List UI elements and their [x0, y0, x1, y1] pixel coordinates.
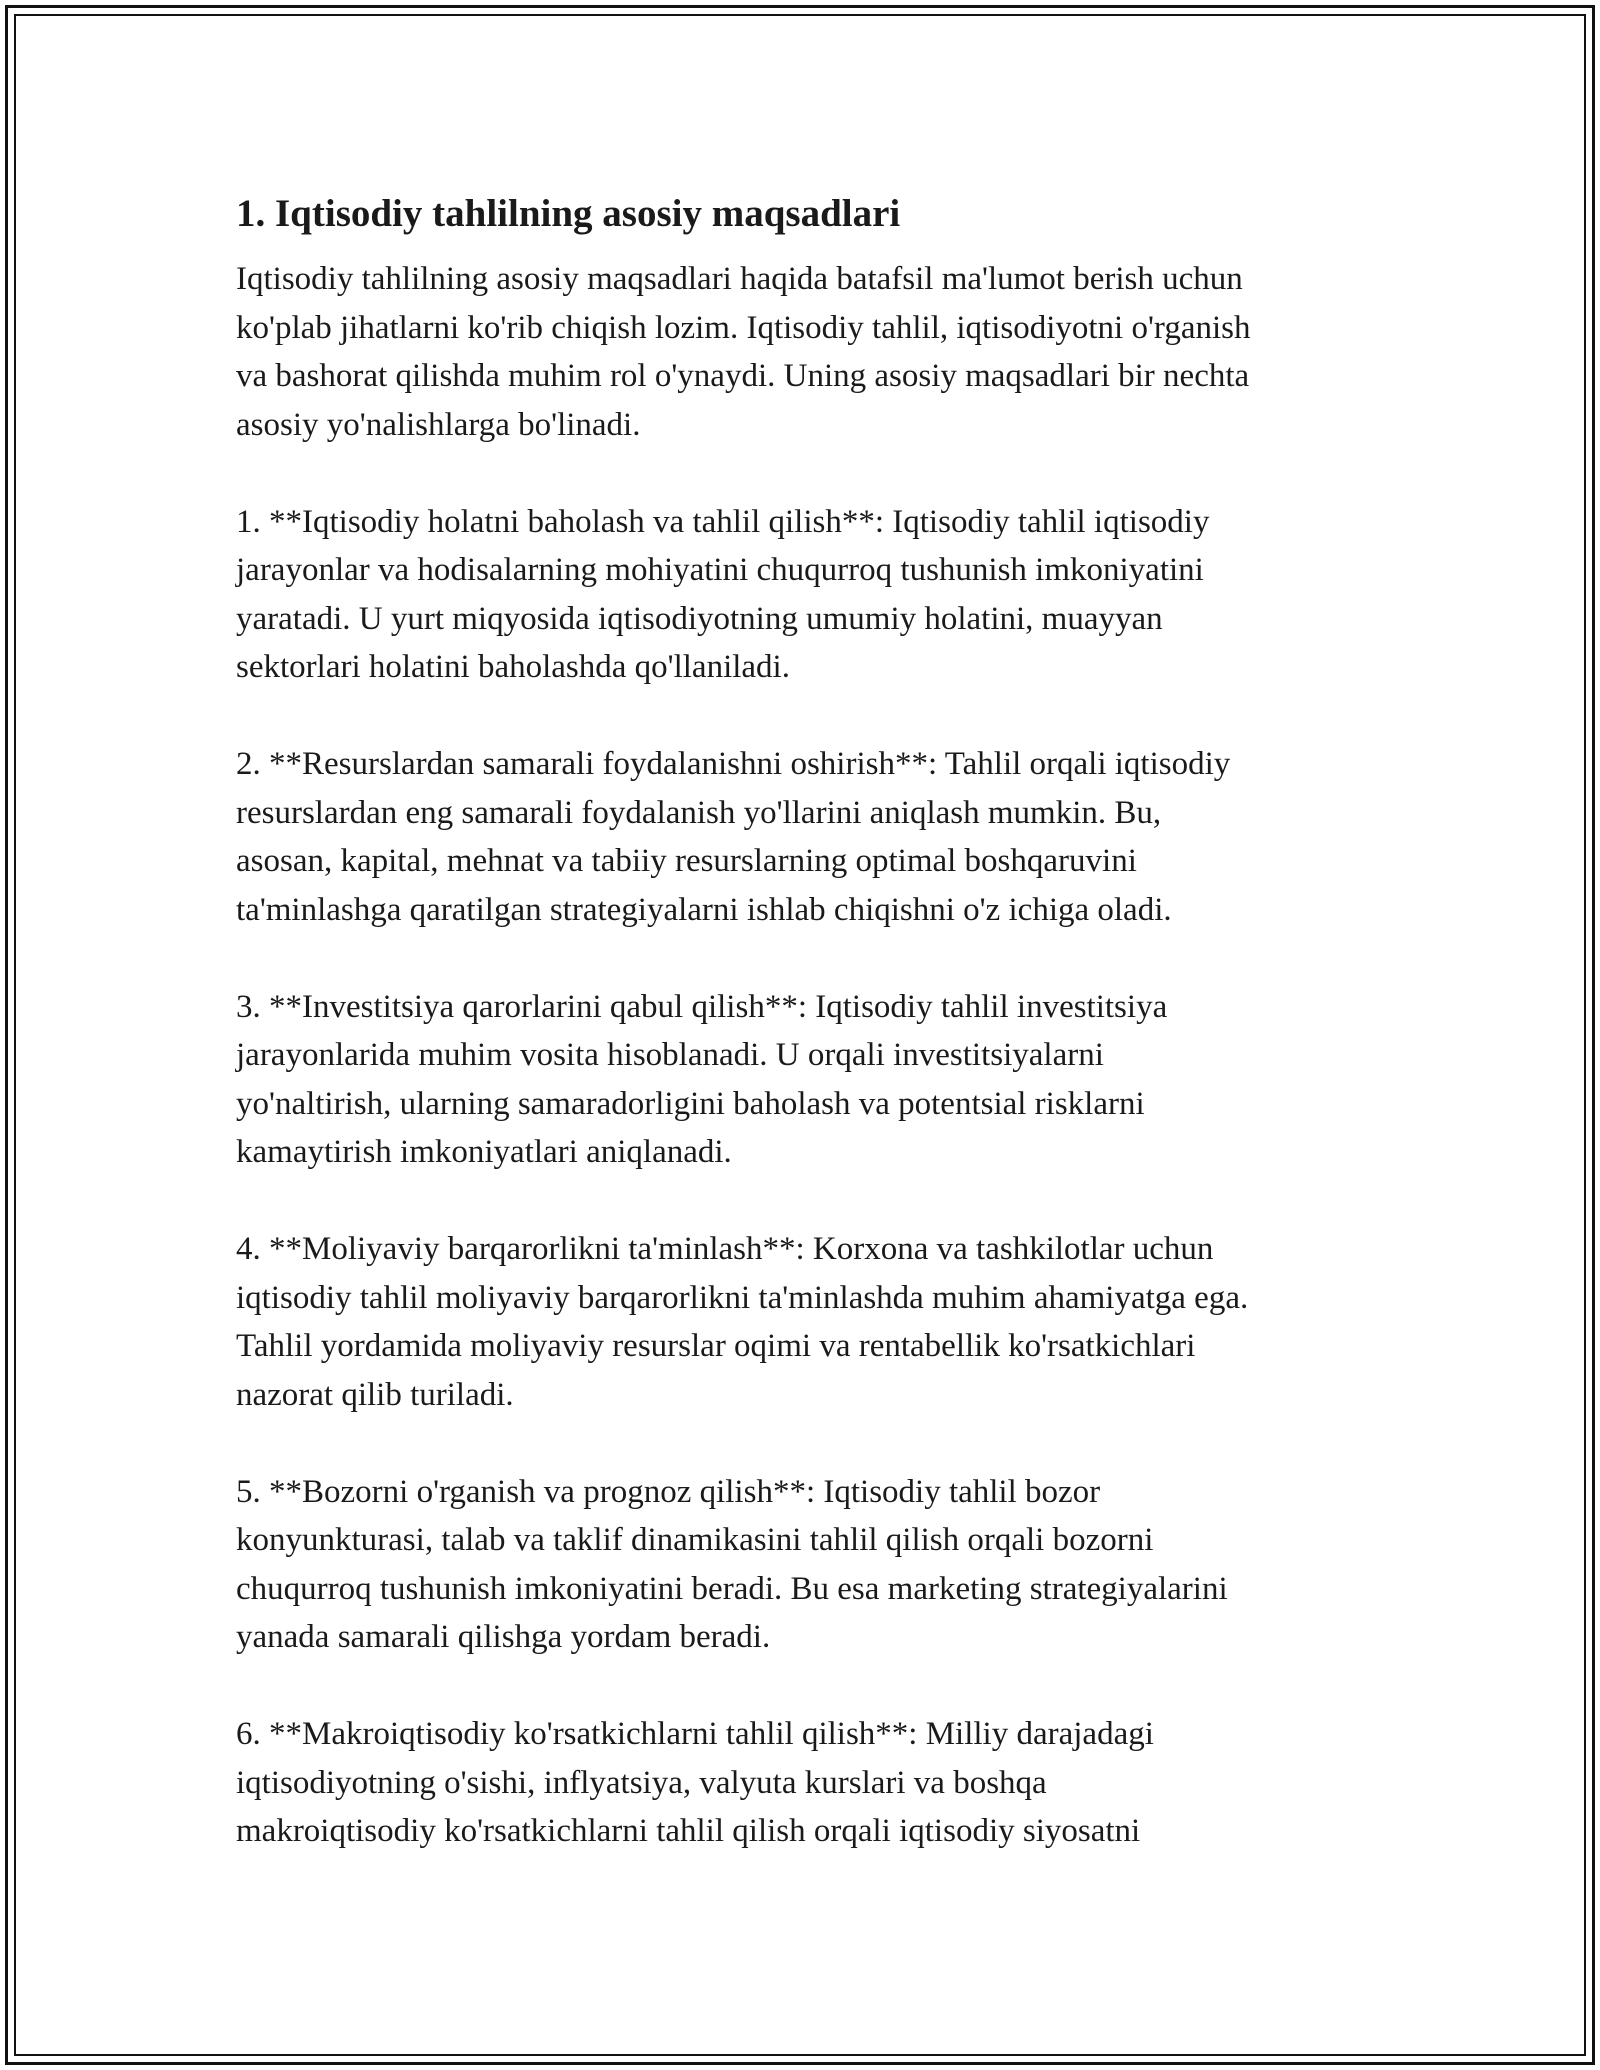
list-item-4: 4. **Moliyaviy barqarorlikni ta'minlash**: Korxona va tashkilotlar uchun iqtisodiy tahlil moliyaviy barqarorlikni ta'minlashda muhim ahamiyatga ega. Tahlil yordamida moliyaviy resurslar oqimi va rentabellik ko'rsatkichlari nazorat qilib turiladi. — [236, 1231, 1249, 1413]
paragraph-spacer — [236, 934, 1376, 983]
document-body — [236, 184, 1376, 1856]
section-heading: 1. Iqtisodiy tahlilning asosiy maqsadlari — [236, 192, 901, 235]
list-item-6: 6. **Makroiqtisodiy ko'rsatkichlarni tahlil qilish**: Milliy darajadagi iqtisodiyotning o'sishi, inflyatsiya, valyuta kurslari va boshqa makroiqtisodiy ko'rsatkichlarni tahlil qilish orqali iqtisodiy siyosatni — [236, 1716, 1154, 1849]
paragraph-spacer — [236, 449, 1376, 498]
list-item-3: 3. **Investitsiya qarorlarini qabul qilish**: Iqtisodiy tahlil investitsiya jarayonlarida muhim vosita hisoblanadi. U orqali investitsiyalarni yo'naltirish, ularning samaradorligini baholash va potentsial risklarni kamaytirish imkoniyatlari aniqlanadi. — [236, 988, 1168, 1170]
paragraph-spacer — [236, 692, 1376, 741]
paragraph-spacer — [236, 1662, 1376, 1711]
list-item-1: 1. **Iqtisodiy holatni baholash va tahlil qilish**: Iqtisodiy tahlil iqtisodiy jarayonlar va hodisalarning mohiyatini chuqurroq tushunish imkoniyatini yaratadi. U yurt miqyosida iqtisodiyotning umumiy holatini, muayyan sektorlari holatini baholashda qo'llaniladi. — [236, 503, 1210, 685]
paragraph-spacer — [236, 1177, 1376, 1226]
paragraph-spacer — [236, 1419, 1376, 1468]
list-item-2: 2. **Resurslardan samarali foydalanishni oshirish**: Tahlil orqali iqtisodiy resurslardan eng samarali foydalanish yo'llarini aniqlash mumkin. Bu, asosan, kapital, mehnat va tabiiy resurslarning optimal boshqaruvini ta'minlashga qaratilgan strategiyalarni ishlab chiqishni o'z ichiga oladi. — [236, 746, 1231, 928]
list-item-5: 5. **Bozorni o'rganish va prognoz qilish**: Iqtisodiy tahlil bozor konyunkturasi, talab va taklif dinamikasini tahlil qilish orqali bozorni chuqurroq tushunish imkoniyatini beradi. Bu esa marketing strategiyalarini yanada samarali qilishga yordam beradi. — [236, 1473, 1228, 1655]
intro-paragraph: Iqtisodiy tahlilning asosiy maqsadlari haqida batafsil ma'lumot berish uchun ko'plab jihatlarni ko'rib chiqish lozim. Iqtisodiy tahlil, iqtisodiyotni o'rganish va bashorat qilishda muhim rol o'ynaydi. Uning asosiy maqsadlari bir nechta asosiy yo'nalishlarga bo'linadi. — [236, 261, 1251, 443]
